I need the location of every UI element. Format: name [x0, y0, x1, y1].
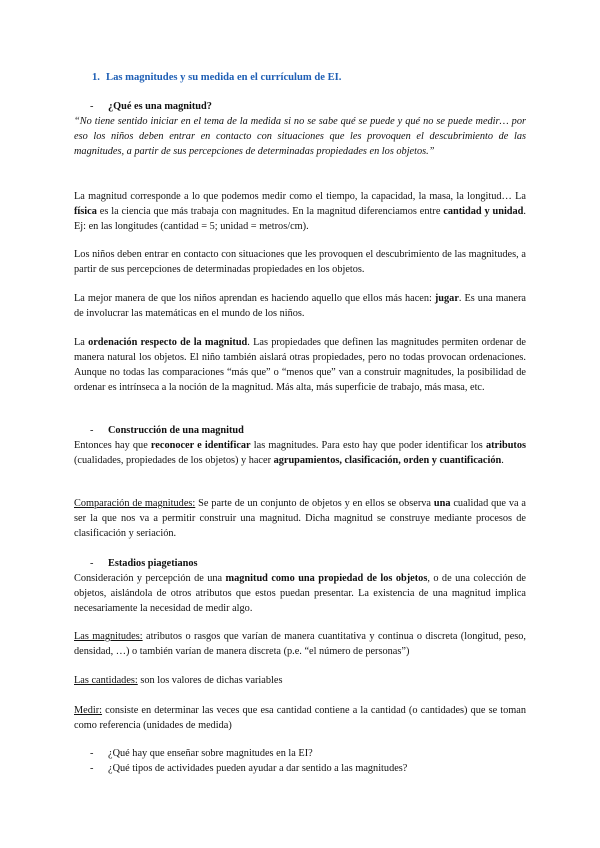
underlined-term-medir: Medir: [74, 705, 103, 716]
text-run: (cualidades, propiedades de los objetos) y hacer [74, 455, 274, 466]
paragraph-comparacion [74, 496, 526, 541]
text-run: es la ciencia que más trabaja con magnitudes. En la magnitud diferenciamos entre [96, 206, 444, 217]
text-run: atributos o rasgos que varían de manera cuantitativa y continua o discreta (longitud, peso, densidad, …) o también varían de manera discreta (p.e. “el número de personas”) [74, 631, 526, 657]
paragraph-ordenacion [74, 335, 526, 395]
text-run: . Es una manera de involucrar las matemáticas en el mundo de los niños. [74, 293, 526, 319]
question-text: ¿Qué tipos de actividades pueden ayudar a dar sentido a las magnitudes? [108, 763, 408, 774]
question-item-1 [90, 746, 542, 761]
paragraph-contacto: Los niños deben entrar en contacto con situaciones que les provoquen el descubrimiento de las magnitudes, a partir de sus percepciones de determinadas propiedades en los objetos. [74, 249, 526, 275]
text-run: . [501, 455, 504, 466]
paragraph-consideracion [74, 571, 526, 616]
text-run: La magnitud corresponde a lo que podemos medir como el tiempo, la capacidad, la masa, la longitud… La [74, 191, 526, 202]
text-run: son los valores de dichas variables [137, 675, 283, 686]
paragraph-reconocer [74, 438, 526, 468]
text-run: . Las propiedades que definen las magnitudes permiten ordenar de manera natural los objetos. El niño también aislará otras propiedades, pero no todas provocan ordenaciones. Aunque no todas las comparaciones “más que” o “menos que” van a construir magnitudes, la posibilidad de ordenar es intrínseca a la noción de la magnitud. Más alta, más superficie de trabajo, más masa, etc. [74, 337, 526, 393]
heading-title: Las magnitudes y su medida en el currículum de EI. [106, 72, 342, 83]
subheading-label: Construcción de una magnitud [108, 425, 244, 436]
definition-cantidades [74, 673, 526, 688]
bullet-dash: - [90, 101, 94, 112]
bold-term-reconocer: reconocer e identificar [150, 440, 251, 451]
bold-term-cantidad-unidad: cantidad y unidad [443, 206, 524, 217]
subheading-label: ¿Qué es una magnitud? [108, 101, 212, 112]
quote-paragraph: “No tiene sentido iniciar en el tema de la medida si no se sabe qué se puede y qué no se puede medir… por eso los niños deben entrar en contacto con situaciones que les provoquen el descubrimiento de las magnitudes, a partir de sus percepciones de determinadas propiedades en los objetos.” [74, 116, 526, 157]
text-run: las magnitudes. Para esto hay que poder identificar los [250, 440, 486, 451]
bullet-dash: - [90, 425, 94, 436]
text-run: . Ej: en las longitudes (cantidad = 5; unidad = metros/cm). [74, 206, 526, 232]
underlined-term-magnitudes: Las magnitudes: [74, 631, 143, 642]
text-run: Se parte de un conjunto de objetos y en ellos se observa [195, 498, 434, 509]
subheading-estadios [90, 556, 542, 571]
text-run: La mejor manera de que los niños aprendan es haciendo aquello que ellos más hacen: [74, 293, 435, 304]
text-run: La [74, 337, 89, 348]
bold-term-atributos: atributos [485, 440, 527, 451]
bold-term-agrupamientos: agrupamientos, clasificación, orden y cuantificación [273, 455, 502, 466]
text-run: consiste en determinar las veces que esa cantidad contiene a la cantidad (o cantidades) que se toman como referencia (unidades de medida) [74, 705, 526, 731]
paragraph-magnitud-definicion [74, 189, 526, 234]
subheading-construccion [90, 423, 542, 438]
bullet-dash: - [90, 748, 94, 759]
paragraph-jugar [74, 291, 526, 321]
text-run: , o de una colección de objetos, aislándola de otros atributos que estos puedan presentar. La existencia de una magnitud implica necesariamente la necesidad de medir algo. [74, 573, 526, 614]
bold-term-una: una [433, 498, 451, 509]
question-text: ¿Qué hay que enseñar sobre magnitudes en la EI? [108, 748, 313, 759]
section-heading [92, 70, 544, 85]
definition-medir [74, 703, 526, 733]
definition-magnitudes [74, 629, 526, 659]
bold-term-ordenacion: ordenación respecto de la magnitud [88, 337, 248, 348]
underlined-term-cantidades: Las cantidades: [74, 675, 138, 686]
subheading-que-es [90, 99, 542, 114]
subheading-label: Estadios piagetianos [108, 558, 198, 569]
bold-term-propiedad: magnitud como una propiedad de los objetos [225, 573, 428, 584]
bullet-dash: - [90, 763, 94, 774]
bold-term-jugar: jugar [434, 293, 459, 304]
text-run: Entonces hay que [74, 440, 151, 451]
question-item-2 [90, 761, 542, 776]
underlined-term-comparacion: Comparación de magnitudes: [74, 498, 196, 509]
text-run: cualidad que va a ser la que nos va a permitir construir una magnitud. Dicha magnitud se construye mediante procesos de clasificación y seriación. [74, 498, 526, 539]
bullet-dash: - [90, 558, 94, 569]
text-run: Consideración y percepción de una [74, 573, 226, 584]
heading-number: 1. [92, 72, 100, 83]
bold-term-fisica: física [74, 206, 97, 217]
